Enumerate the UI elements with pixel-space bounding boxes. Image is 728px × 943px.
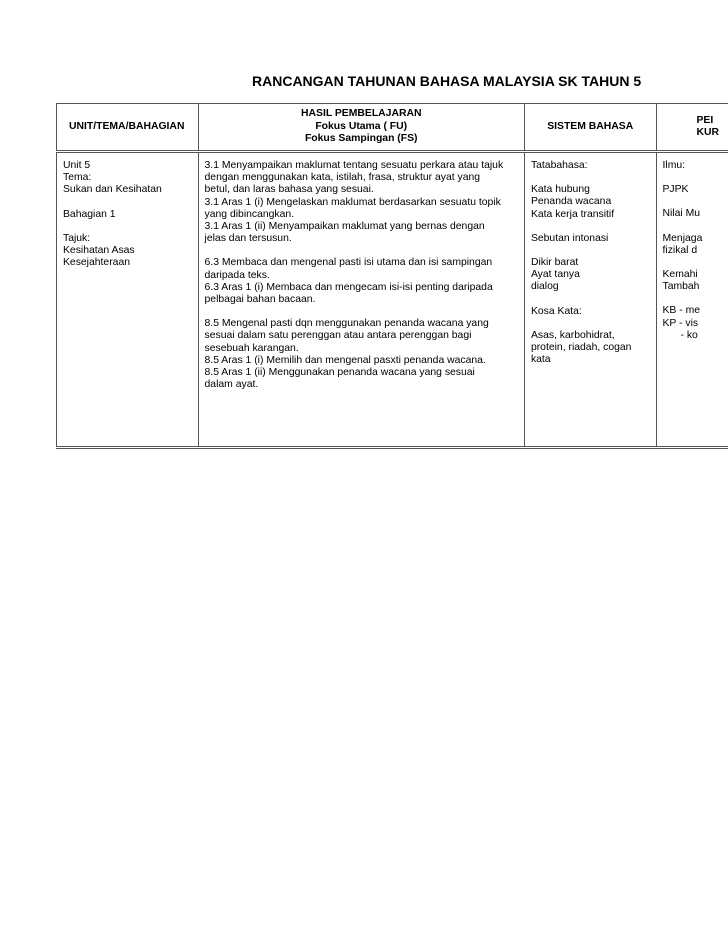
cell-gap: [531, 245, 652, 257]
table-row: [57, 152, 728, 448]
document-title: RANCANGAN TAHUNAN BAHASA MALAYSIA SK TAHUN 5: [252, 73, 642, 89]
header-hasil-line: Fokus Utama ( FU): [315, 120, 408, 132]
cell-line: Asas, karbohidrat,: [530, 329, 615, 341]
cell-line: Kemahi: [662, 269, 698, 281]
cell-line: protein, riadah, cogan: [530, 342, 632, 354]
cell-line: 6.3 Aras 1 (i) Membaca dan mengecam isi-isi penting daripada: [204, 281, 493, 293]
cell-line: dengan menggunakan kata, istilah, frasa, struktur ayat yang: [204, 172, 481, 184]
cell-line: PJPK: [662, 184, 689, 196]
header-unit: UNIT/TEMA/BAHAGIAN: [57, 104, 199, 152]
cell-line: Tema:: [63, 172, 92, 184]
cell-line: betul, dan laras bahasa yang sesuai.: [204, 184, 374, 196]
header-sistem-bahasa: SISTEM BAHASA: [524, 104, 656, 152]
cell-line: Bahagian 1: [63, 208, 116, 220]
cell-line: Dikir barat: [530, 257, 579, 269]
cell-gap: [205, 245, 520, 257]
cell-line: Nilai Mu: [662, 208, 701, 220]
cell-gap: [63, 197, 194, 209]
header-hasil: [198, 104, 524, 152]
cell-hasil: [198, 152, 524, 448]
cell-line: KP - vis: [662, 317, 699, 329]
cell-line: Kosa Kata:: [530, 305, 582, 317]
cell-line: 8.5 Aras 1 (i) Memilih dan mengenal pasxti penanda wacana.: [204, 354, 486, 366]
header-row: [57, 104, 728, 152]
plan-table: [56, 103, 728, 449]
cell-line: Sebutan intonasi: [530, 232, 609, 244]
cell-line: sesuai dalam satu perenggan atau antara perenggan bagi: [204, 330, 472, 342]
header-cut-off: [656, 104, 728, 152]
cell-line: 6.3 Membaca dan mengenal pasti isi utama dan isi sampingan: [204, 257, 493, 269]
cell-line: 3.1 Aras 1 (ii) Menyampaikan maklumat yang bernas dengan: [204, 221, 485, 233]
cell-gap: [663, 293, 728, 305]
cell-line: Kesejahteraan: [63, 257, 131, 269]
cell-line: fizikal d: [662, 244, 698, 256]
cell-line: 8.5 Mengenal pasti dqn menggunakan penanda wacana yang: [204, 318, 489, 330]
cell-line: dalam ayat.: [204, 379, 259, 391]
cell-line: 3.1 Aras 1 (i) Mengelaskan maklumat berdasarkan sesuatu topik: [204, 196, 501, 208]
cell-line: pelbagai bahan bacaan.: [204, 294, 316, 306]
cell-gap: [63, 221, 194, 233]
cell-line: Penanda wacana: [530, 196, 612, 208]
cell-line: Kata hubung: [530, 184, 590, 196]
cell-line: sesebuah karangan.: [204, 342, 299, 354]
cell-sistem-bahasa: [524, 152, 656, 448]
cell-cut-off: [656, 152, 728, 448]
header-cut-line: KUR: [696, 127, 720, 138]
cell-line: 8.5 Aras 1 (ii) Menggunakan penanda wacana yang sesuai: [204, 367, 475, 379]
header-hasil-line: HASIL PEMBELAJARAN: [301, 108, 422, 120]
header-hasil-line: Fokus Sampingan (FS): [304, 133, 418, 145]
cell-line: Ilmu:: [662, 160, 686, 171]
cell-line: Tatabahasa:: [530, 160, 588, 171]
cell-line: Kesihatan Asas: [63, 245, 135, 257]
cell-gap: [531, 221, 652, 233]
cell-gap: [663, 172, 728, 184]
cell-unit: [57, 152, 199, 448]
cell-line: kata: [530, 354, 551, 366]
cell-line: KB - me: [662, 305, 701, 317]
cell-line: dialog: [530, 281, 559, 293]
cell-gap: [663, 196, 728, 208]
cell-line: Kata kerja transitif: [530, 208, 615, 220]
cell-line: Ayat tanya: [530, 269, 580, 281]
cell-gap: [531, 294, 652, 306]
header-cut-line: PEI: [696, 114, 714, 126]
cell-line: - ko: [680, 329, 698, 341]
cell-gap: [531, 318, 652, 330]
cell-line: daripada teks.: [204, 269, 270, 281]
cell-line: jelas dan tersusun.: [204, 233, 292, 245]
cell-gap: [205, 306, 520, 318]
cell-gap: [663, 257, 728, 269]
plan-table-wrapper: [56, 103, 728, 449]
cell-gap: [531, 172, 652, 184]
cell-gap: [663, 221, 728, 233]
cell-line: Unit 5: [63, 160, 91, 171]
cell-line: Sukan dan Kesihatan: [63, 184, 162, 196]
cell-line: 3.1 Menyampaikan maklumat tentang sesuatu perkara atau tajuk: [204, 160, 504, 171]
cell-line: Menjaga: [662, 232, 703, 244]
cell-line: yang dibincangkan.: [204, 208, 295, 220]
cell-line: Tambah: [662, 281, 700, 293]
cell-line: Tajuk:: [63, 232, 91, 244]
